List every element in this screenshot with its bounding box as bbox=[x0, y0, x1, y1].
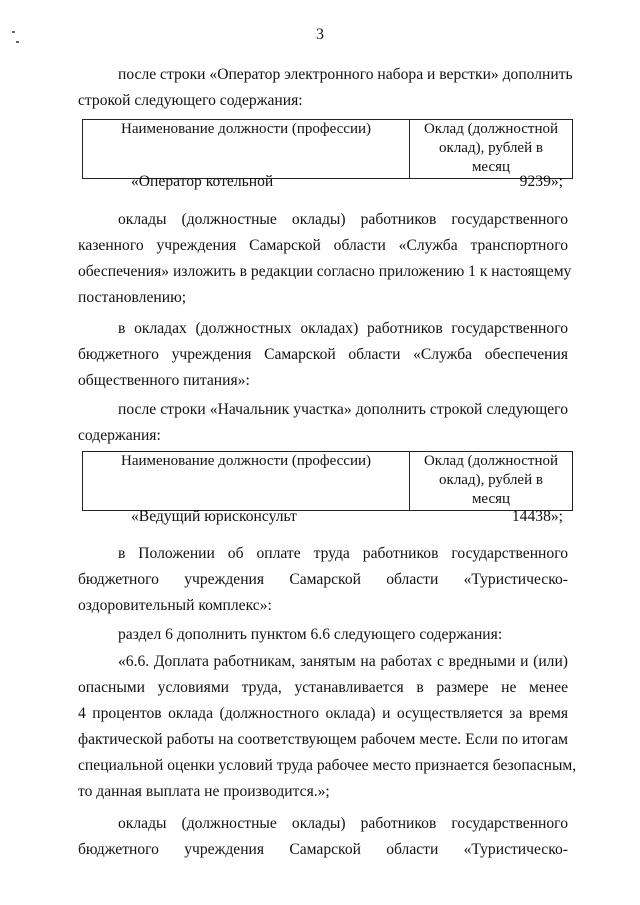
table-row-lead-legal-adviser bbox=[131, 507, 563, 527]
text-line: строкой следующего содержания: bbox=[78, 92, 303, 109]
column-header-position: Наименование должности (профессии) bbox=[83, 120, 410, 179]
text-line: в Положении об оплате труда работников государственного bbox=[118, 545, 568, 562]
salary-value: 14438»; bbox=[511, 508, 563, 525]
text-line: раздел 6 дополнить пунктом 6.6 следующего содержания: bbox=[118, 626, 503, 643]
text-line: фактической работы на соответствующем рабочем месте. Если по итогам bbox=[78, 731, 568, 748]
paragraph-clause-6-6 bbox=[78, 649, 577, 805]
text-line: в окладах (должностных окладах) работников государственного bbox=[118, 320, 568, 337]
text-line: казенного учреждения Самарской области «Служба транспортного bbox=[78, 237, 568, 254]
position-name: «Оператор котельной bbox=[131, 173, 274, 190]
text-line: специальной оценки условий труда рабочее место признается безопасным, bbox=[78, 757, 577, 774]
text-line: «6.6. Доплата работникам, занятым на работах с вредными и (или) bbox=[118, 653, 568, 670]
paragraph-transport-service bbox=[78, 207, 572, 311]
text-line: постановлению; bbox=[78, 289, 187, 306]
text-line: оклады (должностные оклады) работников государственного bbox=[118, 815, 568, 832]
text-line: оздоровительный комплекс»: bbox=[78, 597, 272, 614]
paragraph-section-6 bbox=[78, 622, 568, 648]
text-line: содержания: bbox=[78, 427, 161, 444]
paragraph-catering-service bbox=[78, 316, 568, 394]
text-line: оклады (должностные оклады) работников государственного bbox=[118, 211, 568, 228]
paragraph-tourist-complex-regulation bbox=[78, 541, 568, 619]
text-line: бюджетного учреждения Самарской области «Туристическо- bbox=[78, 841, 568, 858]
paragraph-operator-typesetter bbox=[78, 62, 573, 114]
table-row-boiler-operator bbox=[131, 172, 563, 192]
column-header-position: Наименование должности (профессии) bbox=[83, 452, 410, 511]
column-header-salary: Оклад (должностной оклад), рублей в месяц bbox=[410, 120, 573, 179]
text-line: бюджетного учреждения Самарской области «Туристическо- bbox=[78, 571, 568, 588]
page-number: 3 bbox=[316, 26, 324, 43]
position-name: «Ведущий юрисконсульт bbox=[131, 508, 297, 525]
position-table-header bbox=[82, 451, 573, 511]
paragraph-site-chief bbox=[78, 397, 568, 449]
position-table-header bbox=[82, 119, 573, 179]
column-header-salary: Оклад (должностной оклад), рублей в месяц bbox=[410, 452, 573, 511]
salary-value: 9239»; bbox=[519, 173, 563, 190]
text-line: 4 процентов оклада (должностного оклада) и осуществляется за время bbox=[78, 705, 568, 722]
text-line: обеспечения» изложить в редакции согласно приложению 1 к настоящему bbox=[78, 263, 572, 280]
text-line: после строки «Оператор электронного набора и верстки» дополнить bbox=[118, 66, 573, 83]
text-line: после строки «Начальник участка» дополнить строкой следующего bbox=[118, 401, 568, 418]
text-line: опасными условиями труда, устанавливается в размере не менее bbox=[78, 679, 568, 696]
text-line: то данная выплата не производится.»; bbox=[78, 783, 330, 800]
text-line: общественного питания»: bbox=[78, 372, 250, 389]
paragraph-tourist-complex-salaries bbox=[78, 811, 568, 863]
text-line: бюджетного учреждения Самарской области «Служба обеспечения bbox=[78, 346, 568, 363]
